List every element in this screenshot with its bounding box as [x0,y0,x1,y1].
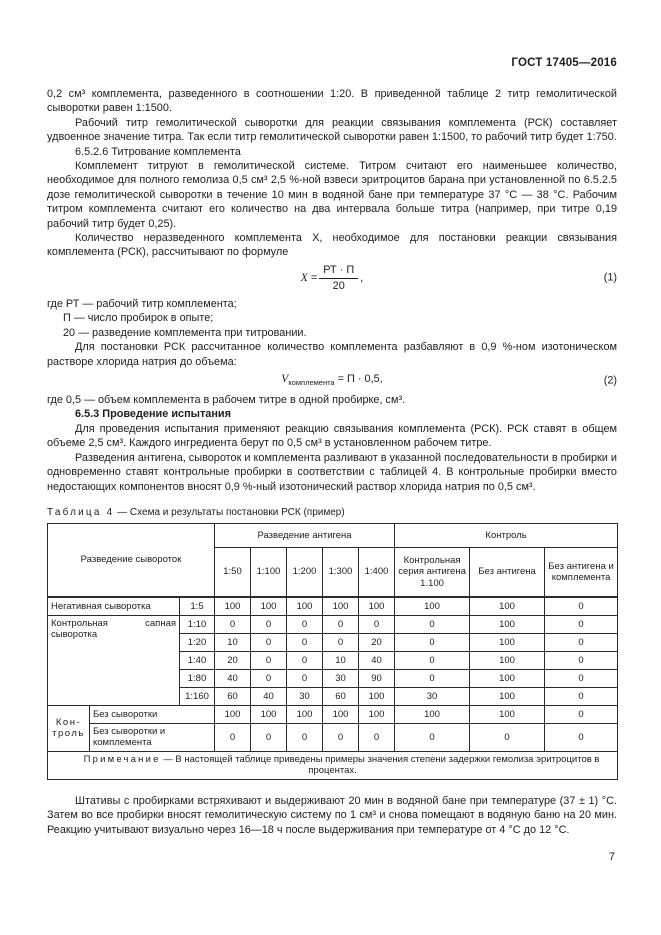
value-cell: 0 [287,615,323,633]
paragraph-continuation: 0,2 см³ комплемента, разведенного в соотношении 1:20. В приведенной таблице 2 титр гемолитической сыворотки равен 1:1500. [47,88,617,115]
header-antigen-col: 1:50 [215,547,251,597]
formula-1-numerator: РТ · П [319,264,358,279]
value-cell: 10 [323,651,359,669]
header-antigen-col: 1:100 [251,547,287,597]
value-cell: 100 [359,597,395,615]
table-note-row [48,751,618,779]
value-cell: 100 [323,705,359,723]
value-cell: 0 [395,633,470,651]
value-cell: 100 [215,705,251,723]
value-cell: 30 [395,687,470,705]
paragraph: Разведения антигена, сывороток и комплемента разливают в указанной последовательности в пробирки и одновременно ставят контрольные пробирки в соответствии с таблицей 4. В контрольные пробирки вместо недостающих компонентов вносят 0,9 %-ный изотонический раствор хлорида натрия по 0,5 см³. [47,451,617,493]
value-cell: 100 [470,687,545,705]
value-cell: 100 [287,705,323,723]
value-cell: 100 [359,705,395,723]
header-control-col: Контрольная серия антигена 1.100 [395,547,470,597]
table-row [48,723,618,751]
header-serum-dilution: Разведение сывороток [48,523,215,597]
table-note-label: Примечание [83,753,161,765]
value-cell: 0 [545,651,618,669]
value-cell: 30 [287,687,323,705]
formula-2 [47,373,617,389]
value-cell: 0 [545,597,618,615]
value-cell: 0 [287,723,323,751]
value-cell: 0 [395,615,470,633]
value-cell: 0 [287,633,323,651]
value-cell: 0 [470,723,545,751]
page-content [47,57,617,863]
control-row-name: Без сыворотки и комплемента [90,723,215,751]
table-caption [47,507,617,518]
value-cell: 0 [545,669,618,687]
dilution-cell: 1:80 [180,669,215,687]
value-cell: 0 [359,723,395,751]
value-cell: 100 [470,705,545,723]
control-label-line: троль [52,728,85,740]
value-cell: 100 [470,651,545,669]
where-clause: 20 — разведение комплемента при титровании. [63,326,307,339]
formula-2-subscript: комплемента [288,378,335,388]
formula-1-variable: X [300,272,308,285]
value-cell: 100 [251,705,287,723]
value-cell: 20 [359,633,395,651]
control-group-label [48,705,90,751]
formula-2-number: (2) [603,374,617,387]
value-cell: 60 [215,687,251,705]
formula-2-expression [281,372,383,388]
value-cell: 100 [395,705,470,723]
value-cell: 0 [215,615,251,633]
header-antigen-group: Разведение антигена [215,523,395,547]
paragraph: Количество неразведенного комплемента X, необходимое для постановки реакции связывания комплемента (РСК), рассчитывают по формуле [47,232,617,259]
value-cell: 0 [251,669,287,687]
dilution-cell: 1:40 [180,651,215,669]
header-control-col: Без антигена и комплемента [545,547,618,597]
document-number-header: ГОСТ 17405—2016 [511,57,617,69]
where-clause: где 0,5 — объем комплемента в рабочем титре в одной пробирке, см³. [47,394,406,407]
table-row [48,597,618,615]
formula-1-comma: , [360,272,364,285]
value-cell: 0 [359,615,395,633]
value-cell: 100 [251,597,287,615]
value-cell: 0 [287,669,323,687]
value-cell: 0 [545,633,618,651]
value-cell: 0 [545,687,618,705]
value-cell: 0 [215,723,251,751]
value-cell: 10 [215,633,251,651]
value-cell: 0 [545,723,618,751]
value-cell: 100 [470,669,545,687]
value-cell: 30 [323,669,359,687]
serum-name-cell: Негативная сыворотка [48,597,180,615]
page-number: 7 [608,851,615,864]
value-cell: 0 [251,633,287,651]
value-cell: 100 [470,597,545,615]
header-antigen-col: 1:300 [323,547,359,597]
value-cell: 0 [395,651,470,669]
value-cell: 0 [545,705,618,723]
paragraph: Комплемент титруют в гемолитической системе. Титром считают его наименьшее количество, необходимое для полного гемолиза 0,5 см³ 2,5 %-ной взвеси эритроцитов барана при установленной по 6.5.2.5 дозе гемолитической сыворотки в течение 10 мин в водяной бане при температуре 37 °С — 38 °С. Рабочим титром комплемента считают его количество на два интервала больше титра (например, при титре 0,19 рабочий титр будет 0,25). [47,160,617,230]
paragraph: Штативы с пробирками встряхивают и выдерживают 20 мин в водяной бане при температуре (37 ± 1) °С. Затем во все пробирки вносят гемолитическую систему по 1 см³ и снова помещают в водяную баню на 20 мин. Реакцию учитывают визуально через 16—18 ч после выдерживания при температуре от 4 °С до 12 °С. [47,794,617,836]
paragraph: Для постановки РСК рассчитанное количество комплемента разбавляют в 0,9 %-ном изотоническом растворе хлорида натрия до объема: [47,341,617,368]
value-cell: 90 [359,669,395,687]
value-cell: 0 [287,651,323,669]
rsk-results-table [47,523,618,780]
dilution-cell: 1:5 [180,597,215,615]
value-cell: 0 [395,723,470,751]
section-heading-653: 6.5.3 Проведение испытания [75,408,231,421]
table-caption-text: — Схема и результаты постановки РСК (пример) [117,506,345,518]
value-cell: 100 [470,633,545,651]
value-cell: 0 [545,615,618,633]
value-cell: 40 [251,687,287,705]
value-cell: 0 [251,723,287,751]
paragraph: Рабочий титр гемолитической сыворотки для реакции связывания комплемента (РСК) составляет удвоенное значение титра. Так если титр гемолитической сыворотки равен 1:1500, то рабочий титр будет 1:750. [47,116,617,144]
header-control-col: Без антигена [470,547,545,597]
section-heading-6526: 6.5.2.6 Титрование комплемента [75,145,241,158]
table-row [48,615,618,633]
value-cell: 40 [359,651,395,669]
table-note [48,751,618,779]
formula-2-rhs: = П · 0,5, [337,372,383,385]
dilution-cell: 1:20 [180,633,215,651]
value-cell: 0 [251,615,287,633]
formula-1-denominator: 20 [332,279,345,292]
value-cell: 100 [323,597,359,615]
formula-2-variable: V [281,372,289,385]
value-cell: 20 [215,651,251,669]
value-cell: 100 [215,597,251,615]
dilution-cell: 1:10 [180,615,215,633]
dilution-cell: 1:160 [180,687,215,705]
formula-1-number: (1) [603,271,617,284]
serum-name-cell: Контрольная сапная сыворотка [48,615,180,705]
value-cell: 100 [470,615,545,633]
table-row [48,705,618,723]
table-caption-label: Таблица 4 [47,506,115,518]
where-clause: П — число пробирок в опыте; [63,312,214,325]
formula-1-equals: = [310,272,318,285]
header-control-group: Контроль [395,523,618,547]
control-label-line: Кон- [55,716,82,728]
value-cell: 100 [359,687,395,705]
value-cell: 0 [251,651,287,669]
where-clause: где РТ — рабочий титр комплемента; [47,297,237,310]
value-cell: 40 [215,669,251,687]
control-row-name: Без сыворотки [90,705,215,723]
formula-1 [47,264,617,293]
value-cell: 100 [395,597,470,615]
header-antigen-col: 1:200 [287,547,323,597]
value-cell: 0 [323,723,359,751]
value-cell: 0 [323,633,359,651]
paragraph: Для проведения испытания применяют реакцию связывания комплемента (РСК). РСК ставят в общем объеме 2,5 см³. Каждого ингредиента берут по 0,5 см³ в установленном рабочем титре. [47,422,617,450]
value-cell: 0 [395,669,470,687]
value-cell: 60 [323,687,359,705]
header-antigen-col: 1:400 [359,547,395,597]
value-cell: 0 [323,615,359,633]
table-note-text: — В настоящей таблице приведены примеры значения степени задержки гемолиза эритроцитов в процентах. [163,753,600,777]
formula-1-fraction [319,264,358,293]
value-cell: 100 [287,597,323,615]
